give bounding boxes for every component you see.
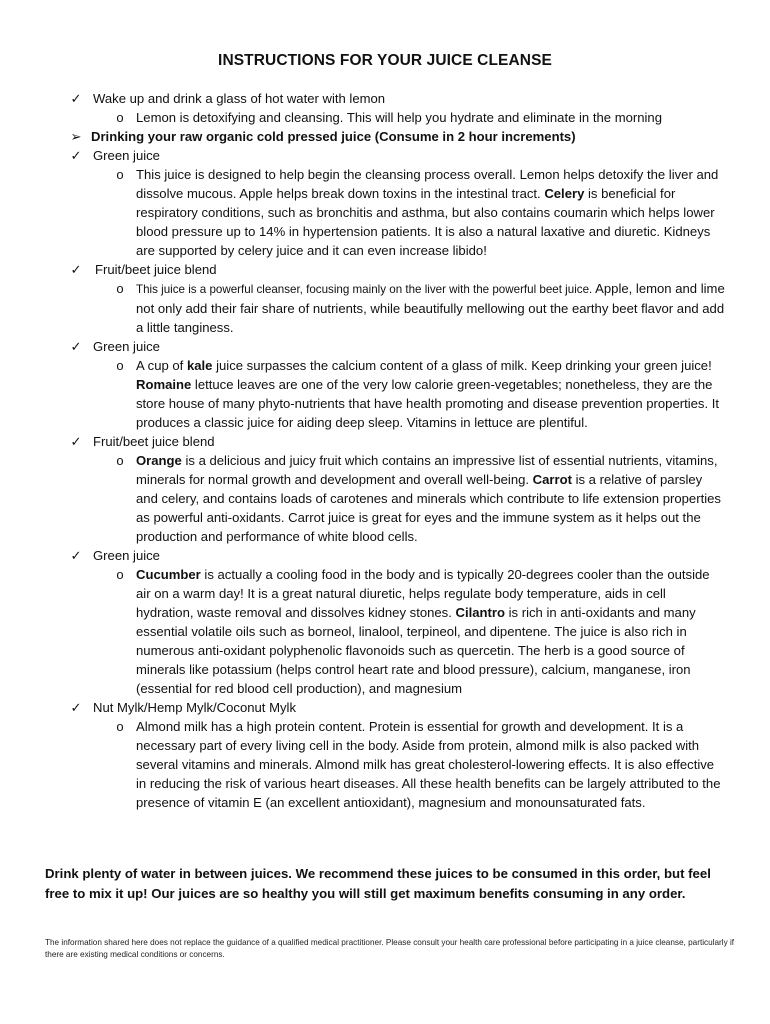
circle-bullet-icon: o [116, 110, 124, 125]
checkmark-icon: ✓ [70, 262, 82, 277]
checkmark-icon: ✓ [70, 339, 82, 354]
sub-item-text: This juice is designed to help begin the cleansing process overall. Lemon helps detoxify the liver and dissolve mucous. Apple helps break down toxins in the intestinal tract. Celery is beneficial for respiratory conditions, such as bronchitis and asthma, but also contains coumarin which helps lower blood pressure up to 14% in hypertension patients. It is also a natural laxative and diuretic. Kidneys are supported by celery juice and it can even increase libido! [136, 167, 719, 258]
list-item [0, 337, 770, 356]
item-heading: Wake up and drink a glass of hot water with lemon [93, 91, 386, 106]
sub-item [0, 717, 770, 812]
arrow-bullet-icon: ➢ [70, 129, 82, 144]
circle-bullet-icon: o [116, 358, 124, 373]
item-heading: Green juice [93, 548, 160, 563]
circle-bullet-icon: o [116, 453, 124, 468]
sub-item [0, 165, 770, 260]
sub-item [0, 451, 770, 546]
checkmark-icon: ✓ [70, 91, 82, 106]
checkmark-icon: ✓ [70, 434, 82, 449]
list-item [0, 260, 770, 279]
list-item [0, 146, 770, 165]
item-heading: Green juice [93, 339, 160, 354]
checkmark-icon: ✓ [70, 700, 82, 715]
item-heading: Fruit/beet juice blend [95, 262, 217, 277]
sub-item-text: Almond milk has a high protein content. Protein is essential for growth and development. It is a necessary part of every living cell in the body. Aside from protein, almond milk is also packed with several vitamins and minerals. Almond milk has great cholesterol-lowering effects. It is also effective in reducing the risk of various heart diseases. All these health benefits can be largely attributed to the presence of vitamin E (an excellent antioxidant), magnesium and monounsaturated fats. [136, 719, 721, 810]
circle-bullet-icon: o [116, 281, 124, 296]
page-title: INSTRUCTIONS FOR YOUR JUICE CLEANSE [218, 52, 552, 69]
keyword-cilantro: Cilantro [455, 605, 505, 620]
checkmark-icon: ✓ [70, 548, 82, 563]
keyword-cucumber: Cucumber [136, 567, 201, 582]
closing-note: Drink plenty of water in between juices. We recommend these juices to be consumed in this order, but feel free to mix it up! Our juices are so healthy you will still get maximum benefits consuming in any order. [45, 866, 711, 901]
sub-item-text: Cucumber is actually a cooling food in the body and is typically 20-degrees cooler than the outside air on a warm day! It is a great natural diuretic, helps regulate body temperature, aids in cell hydration, waste removal and dissolves kidney stones. Cilantro is rich in anti-oxidants and many essential volatile oils such as borneol, linalool, terpineol, and dipentene. The juice is also rich in numerous anti-oxidant polyphenolic flavonoids such as quercetin. The herb is a good source of minerals like potassium (helps control heart rate and blood pressure), calcium, manganese, iron (essential for red blood cell production), and magnesium [136, 567, 710, 696]
sub-item-text: A cup of kale juice surpasses the calcium content of a glass of milk. Keep drinking your green juice! Romaine lettuce leaves are one of the very low calorie green-vegetables; nonetheless, they are the store house of many phyto-nutrients that have health promoting and disease prevention properties. It produces a classic juice for aiding deep sleep. Vitamins in lettuce are plentiful. [136, 358, 720, 430]
keyword-carrot: Carrot [532, 472, 572, 487]
circle-bullet-icon: o [116, 719, 124, 734]
circle-bullet-icon: o [116, 167, 124, 182]
disclaimer: The information shared here does not replace the guidance of a qualified medical practitioner. Please consult your health care professional before participating in a juice cleanse, particularly if there are existing medical conditions or concerns. [45, 938, 735, 959]
sub-item [0, 279, 770, 337]
sub-item [0, 356, 770, 432]
item-heading: Green juice [93, 148, 160, 163]
checkmark-icon: ✓ [70, 148, 82, 163]
sub-item-text: Orange is a delicious and juicy fruit which contains an impressive list of essential nutrients, vitamins, minerals for normal growth and development and overall well-being. Carrot is a relative of parsley and celery, and contains loads of carotenes and minerals which contribute to life extension properties as powerful anti-oxidants. Carrot juice is great for eyes and the immune system as it helps out the production and performance of white blood cells. [136, 453, 721, 544]
sub-item [0, 108, 770, 127]
list-item [0, 432, 770, 451]
list-item [0, 127, 770, 146]
item-heading: Nut Mylk/Hemp Mylk/Coconut Mylk [93, 700, 296, 715]
keyword-orange: Orange [136, 453, 182, 468]
instruction-list [0, 89, 770, 812]
sub-item-text: This juice is a powerful cleanser, focusing mainly on the liver with the powerful beet juice. Apple, lemon and lime not only add their fair share of nutrients, while beautifully mellowing out the earthy beet flavor and add a little tanginess. [136, 281, 725, 335]
keyword-romaine: Romaine [136, 377, 192, 392]
keyword-kale: kale [186, 358, 213, 373]
sub-item [0, 565, 770, 698]
sub-item-text: Lemon is detoxifying and cleansing. This will help you hydrate and eliminate in the morning [136, 110, 662, 125]
item-heading: Drinking your raw organic cold pressed juice (Consume in 2 hour increments) [91, 129, 576, 144]
list-item [0, 89, 770, 108]
keyword-celery: Celery [544, 186, 585, 201]
list-item [0, 546, 770, 565]
circle-bullet-icon: o [116, 567, 124, 582]
list-item [0, 698, 770, 717]
item-heading: Fruit/beet juice blend [93, 434, 215, 449]
